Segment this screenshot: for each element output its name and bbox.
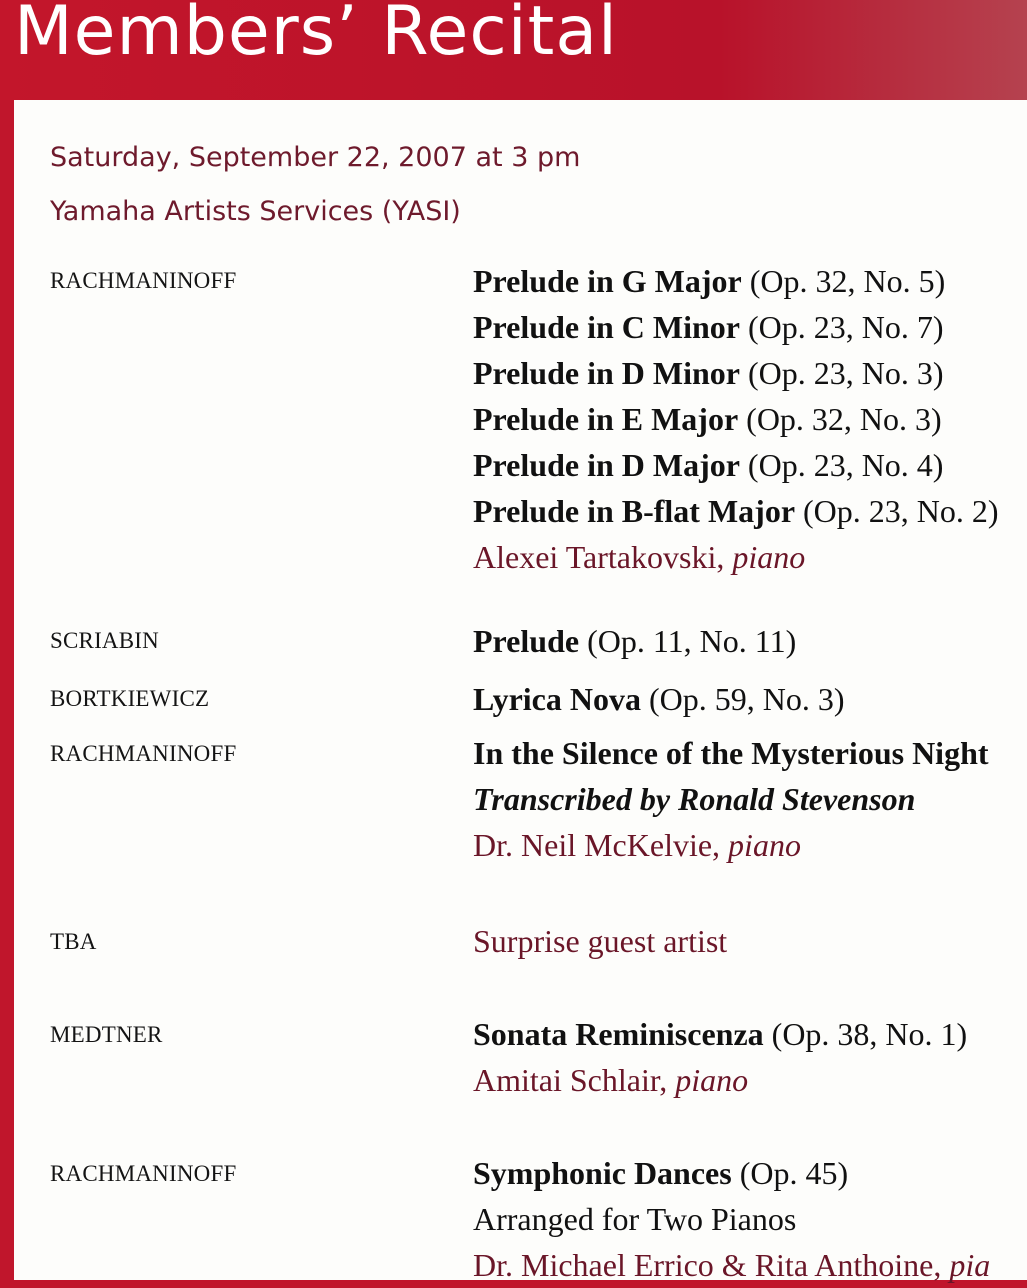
performer-credit: Alexei Tartakovski, piano <box>473 539 806 575</box>
event-date: Saturday, September 22, 2007 at 3 pm <box>50 142 581 173</box>
work-item: Prelude in G Major (Op. 32, No. 5) <box>473 263 946 299</box>
composer-name: TBA <box>50 929 97 954</box>
work-item: Prelude in D Major (Op. 23, No. 4) <box>473 447 944 483</box>
composer-name: SCRIABIN <box>50 628 159 653</box>
work-item: Prelude in B-flat Major (Op. 23, No. 2) <box>473 493 999 529</box>
work-item: Prelude in D Minor (Op. 23, No. 3) <box>473 355 944 391</box>
composer-name: RACHMANINOFF <box>50 268 237 293</box>
work-item: Lyrica Nova (Op. 59, No. 3) <box>473 681 845 717</box>
composer-name: MEDTNER <box>50 1022 163 1047</box>
page-title: Members’ Recital <box>14 0 618 71</box>
performer-credit: Dr. Michael Errico & Rita Anthoine, pia <box>473 1247 991 1283</box>
work-list <box>473 1011 967 1103</box>
work-item: In the Silence of the Mysterious Night <box>473 735 989 771</box>
performer-credit: Amitai Schlair, piano <box>473 1062 749 1098</box>
work-item: Sonata Reminiscenza (Op. 38, No. 1) <box>473 1016 968 1052</box>
transcription-note: Transcribed by Ronald Stevenson <box>473 781 916 817</box>
header-banner <box>0 0 1027 100</box>
composer-name: BORTKIEWICZ <box>50 686 210 711</box>
work-list <box>473 730 989 868</box>
composer-name: RACHMANINOFF <box>50 1161 237 1186</box>
work-list <box>473 258 999 580</box>
composer-name: RACHMANINOFF <box>50 741 237 766</box>
work-item: Prelude in C Minor (Op. 23, No. 7) <box>473 309 944 345</box>
performer-credit: Dr. Neil McKelvie, piano <box>473 827 801 863</box>
work-item: Symphonic Dances (Op. 45) <box>473 1155 849 1191</box>
arrangement-note: Arranged for Two Pianos <box>473 1201 797 1237</box>
work-item: Prelude (Op. 11, No. 11) <box>473 623 797 659</box>
performer-credit: Surprise guest artist <box>473 923 728 959</box>
work-list <box>473 1150 990 1288</box>
event-venue: Yamaha Artists Services (YASI) <box>50 196 461 227</box>
work-item: Prelude in E Major (Op. 32, No. 3) <box>473 401 942 437</box>
